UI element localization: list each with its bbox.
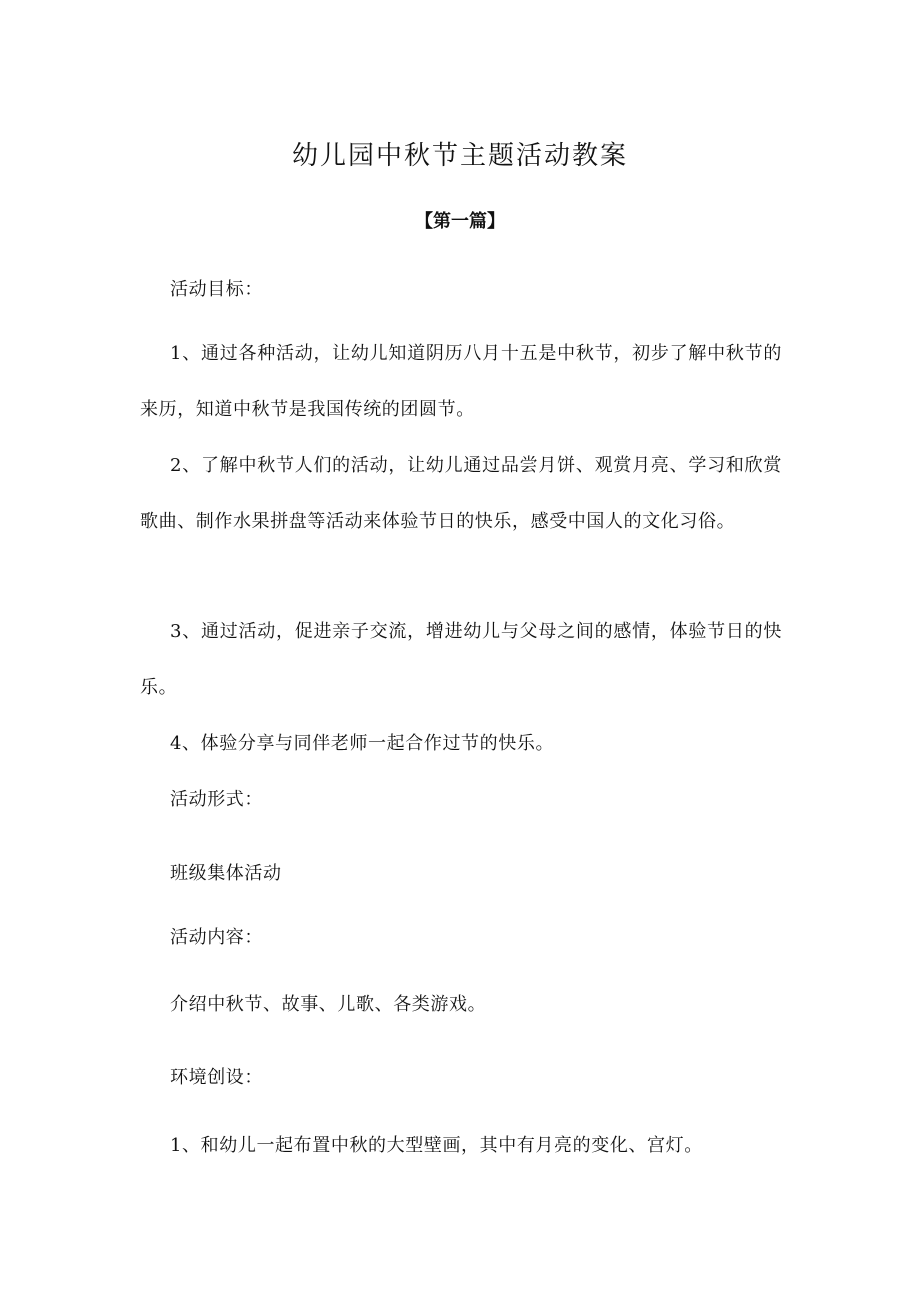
paragraph-goal-2: 2、了解中秋节人们的活动，让幼儿通过品尝月饼、观赏月亮、学习和欣赏歌曲、制作水果拼盘等活动来体验节日的快乐，感受中国人的文化习俗。: [140, 455, 782, 532]
paragraph-content-heading: 活动内容：: [170, 927, 263, 948]
section-heading: 【第一篇】: [415, 211, 505, 232]
paragraph-content-value: 介绍中秋节、故事、儿歌、各类游戏。: [170, 994, 487, 1015]
paragraph-form-heading: 活动形式：: [170, 789, 263, 810]
paragraph-goal-1: 1、通过各种活动，让幼儿知道阴历八月十五是中秋节，初步了解中秋节的来历，知道中秋节是我国传统的团圆节。: [140, 343, 782, 420]
paragraph-environment-1: 1、和幼儿一起布置中秋的大型壁画，其中有月亮的变化、宫灯。: [170, 1135, 703, 1156]
paragraph-goal-4: 4、体验分享与同伴老师一起合作过节的快乐。: [170, 733, 555, 754]
paragraph-environment-heading: 环境创设：: [170, 1067, 263, 1088]
document-title: 幼儿园中秋节主题活动教案: [291, 141, 628, 171]
paragraph-form-value: 班级集体活动: [170, 863, 282, 884]
paragraph-goal-heading: 活动目标：: [170, 279, 263, 300]
paragraph-goal-3: 3、通过活动，促进亲子交流，增进幼儿与父母之间的感情，体验节日的快乐。: [140, 621, 782, 698]
